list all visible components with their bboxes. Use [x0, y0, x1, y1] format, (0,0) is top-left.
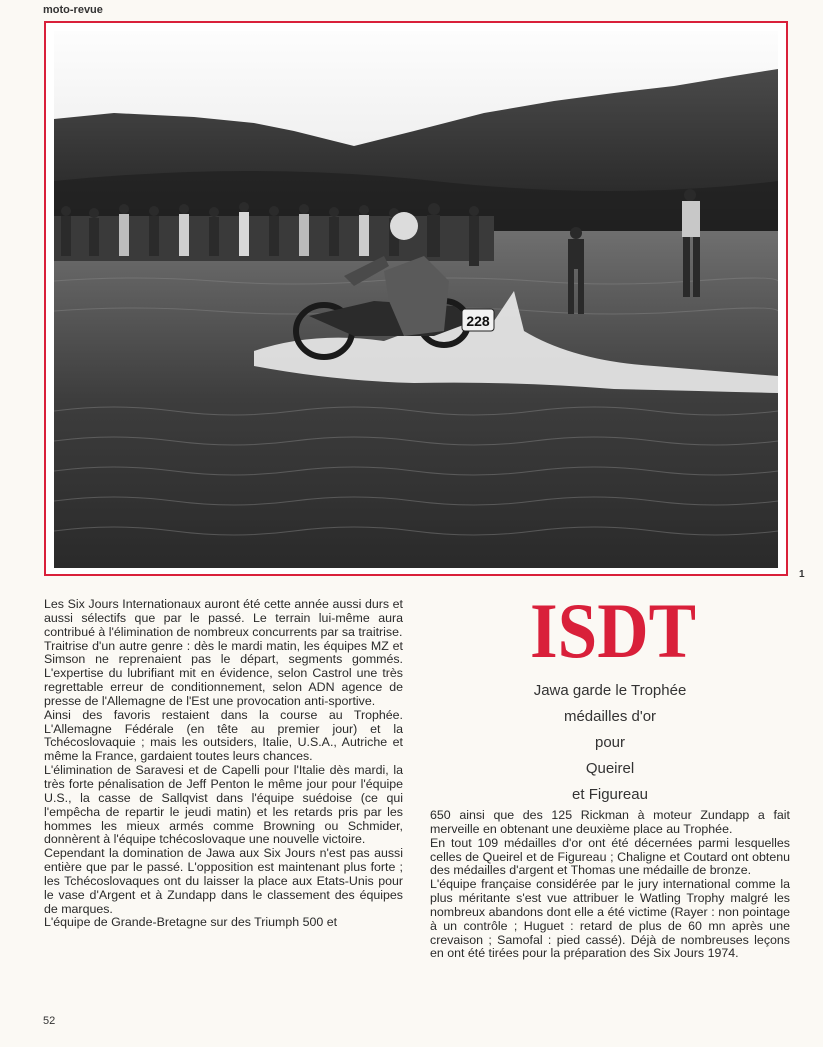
isdt-title-graphic: [528, 593, 698, 665]
photo-illustration: [54, 31, 778, 568]
article-paragraph: 650 ainsi que des 125 Rickman à moteur Zundapp a fait merveille en obtenant une deuxième place au Trophée.: [430, 808, 790, 836]
subtitle-line: Jawa garde le Trophée: [533, 682, 687, 699]
article-paragraph: L'élimination de Saravesi et de Capelli pour l'Italie dès mardi, la très forte pénalisation de Jeff Penton le même jour pour l'équipe U.S., la casse de Sallqvist dans l'équipe suédoise (ce qui l'empêcha de repartir le jeudi matin) et les retards pris par les hommes les mieux armés comme Browning ou Schmider, donnèrent à l'équipe tchécoslovaque une nouvelle victoire.: [44, 763, 403, 847]
subtitle-line: Queirel: [585, 760, 635, 777]
article-paragraph: Ainsi des favoris restaient dans la course au Trophée. L'Allemagne Fédérale (en tête au premier jour) et la Tchécoslovaquie ; mais les outsiders, Italie, U.S.A., Autriche et même la France, gardaient toutes leurs chances.: [44, 707, 403, 764]
article-paragraph: L'équipe française considérée par le jury international comme la plus méritante s'est vue attribuer le Watling Trophy malgré les nombreux abandons dont elle a été victime (Rayer : non pointage à un contrôle ; Huguet : retard de plus de 60 mn après une crevaison ; Samofal : pied cassé). Déjà de nombreuses leçons en ont été tirées pour la préparation des Six Jours 1974.: [430, 877, 790, 961]
photo-frame: [44, 21, 788, 576]
bib-number: 228: [466, 313, 490, 329]
article-paragraph: Cependant la domination de Jawa aux Six Jours n'est pas aussi entière que par le passé. L'opposition est maintenant plus forte ; les Tchécoslovaques ont du laisser la place aux Etats-Unis pour le vase d'Argent et à Zundapp dans le classement des équipes de marques.: [44, 846, 403, 916]
subtitle-line: et Figureau: [572, 786, 648, 803]
article-right-column: [430, 809, 790, 961]
article-subtitle: [470, 678, 750, 808]
isdt-title-logo: [528, 593, 698, 665]
page-number: 52: [43, 1015, 56, 1027]
river-crossing-photo: [54, 31, 778, 568]
photo-caption-number: 1: [799, 569, 805, 580]
article-paragraph: En tout 109 médailles d'or ont été décernées parmi lesquelles celles de Queirel et de Figureau ; Chaligne et Coutard ont obtenu des médailles d'argent et Thomas une médaille de bronze.: [430, 835, 790, 878]
article-paragraph: L'équipe de Grande-Bretagne sur des Triumph 500 et: [44, 915, 338, 930]
title-text: ISDT: [530, 593, 696, 665]
magazine-name: moto-revue: [43, 4, 103, 16]
article-left-column: [44, 598, 403, 930]
subtitle-line: médailles d'or: [563, 708, 657, 725]
article-paragraph: Traitrise d'un autre genre : dès le mardi matin, les équipes MZ et Simson ne reprenaient pas le départ, segments gommés. L'expertise du lubrifiant mit en évidence, selon Castrol une très regrettable erreur de conditionnement, selon ADN agence de presse de l'Allemagne de l'Est une provocation anti-sportive.: [44, 638, 403, 708]
article-paragraph: Les Six Jours Internationaux auront été cette année aussi durs et aussi sélectifs que par le passé. Le terrain lui-même aura contribué à l'élimination de nombreux concurrents par sa traitrise.: [44, 597, 403, 639]
subtitle-line: pour: [594, 734, 626, 751]
